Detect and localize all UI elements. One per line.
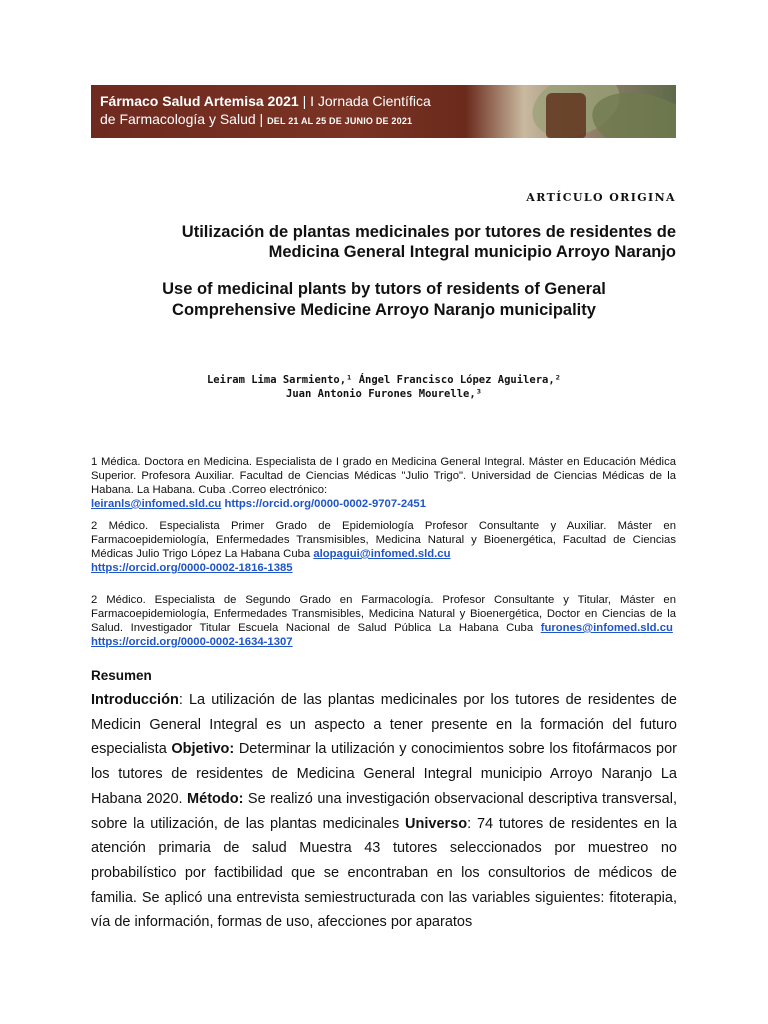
affiliation-2: 2 Médico. Especialista Primer Grado de Epidemiología Profesor Consultante y Auxiliar. Máster en Farmacoepidemiología, Enfermedades Transmisibles, Medicina Natural y Bioenergética, Facultad de Ciencias Médicas Julio Trigo López La Habana Cuba alopagui@infomed.sld.cu https://orcid.org/0000-0002-1816-1385 — [91, 520, 676, 574]
authors: Leiram Lima Sarmiento,¹ Ángel Francisco López Aguilera,² Juan Antonio Furones Mourelle,³ — [206, 374, 561, 400]
event-subtitle-1: I Jornada Científica — [310, 93, 431, 109]
email-link[interactable]: leiranls@infomed.sld.cu — [91, 498, 222, 510]
email-link[interactable]: alopagui@infomed.sld.cu — [313, 548, 451, 560]
banner-line-1: Fármaco Salud Artemisa 2021 | I Jornada Científica — [100, 93, 431, 109]
section-label: ARTÍCULO ORIGINA — [526, 191, 676, 204]
affiliation-3: 2 Médico. Especialista de Segundo Grado en Farmacología. Profesor Consultante y Titular, Máster en Farmacoepidemiología, Enfermedades Transmisibles, Medicina Natural y Bioenergética, Doctor en Ciencias de la Salud. Investigador Titular Escuela Nacional de Salud Pública La Habana Cuba furones@infomed.sld.cu https://orcid.org/0000-0002-1634-1307 — [91, 594, 676, 648]
abstract-heading: Resumen — [91, 668, 152, 683]
abstract-body: Introducción: La utilización de las plantas medicinales por los tutores de residentes de Medicin General Integral es un aspecto a tener presente en la formación del futuro especialista Objetivo: Determinar la utilización y conocimientos sobre los fitofármacos por los tutores de residentes de Medicina General Integral municipio Arroyo Naranjo La Habana 2020. Método: Se realizó una investigación observacional descriptiva transversal, sobre la utilización, de las plantas medicinales Universo: 74 tutores de residentes en la atención primaria de salud Muestra 43 tutores seleccionados por muestreo no probabilístico por factibilidad que se encontraban en los consultorios de médicos de familia. Se aplicó una entrevista semiestructurada con las variables siguientes: fitoterapia, vía de información, formas de uso, afecciones por aparatos — [91, 692, 677, 931]
orcid-link[interactable]: https://orcid.org/0000-0002-9707-2451 — [224, 498, 426, 510]
event-dates: DEL 21 AL 25 DE JUNIO DE 2021 — [267, 116, 413, 126]
title-spanish: Utilización de plantas medicinales por tutores de residentes de Medicina General Integral municipio Arroyo Naranjo — [181, 223, 676, 261]
title-english: Use of medicinal plants by tutors of residents of General Comprehensive Medicine Arroyo Naranjo municipality — [162, 280, 606, 319]
orcid-link[interactable]: https://orcid.org/0000-0002-1816-1385 — [91, 562, 293, 574]
banner-line-2: de Farmacología y Salud | DEL 21 AL 25 DE JUNIO DE 2021 — [100, 111, 413, 127]
event-name: Fármaco Salud Artemisa 2021 — [100, 93, 299, 109]
affiliation-1: 1 Médica. Doctora en Medicina. Especialista de I grado en Medicina General Integral. Máster en Educación Médica Superior. Profesora Auxiliar. Facultad de Ciencias Médicas "Julio Trigo". Universidad de Ciencias Médicas de la Habana. La Habana. Cuba .Correo electrónico: leiranls@infomed.sld.cu https://orcid.org/0000-0002-9707-2451 — [91, 456, 676, 510]
email-link[interactable]: furones@infomed.sld.cu — [540, 622, 673, 634]
event-subtitle-2: de Farmacología y Salud — [100, 111, 256, 127]
bottle-image — [546, 93, 586, 138]
orcid-link[interactable]: https://orcid.org/0000-0002-1634-1307 — [91, 636, 293, 648]
header-banner — [91, 85, 676, 138]
